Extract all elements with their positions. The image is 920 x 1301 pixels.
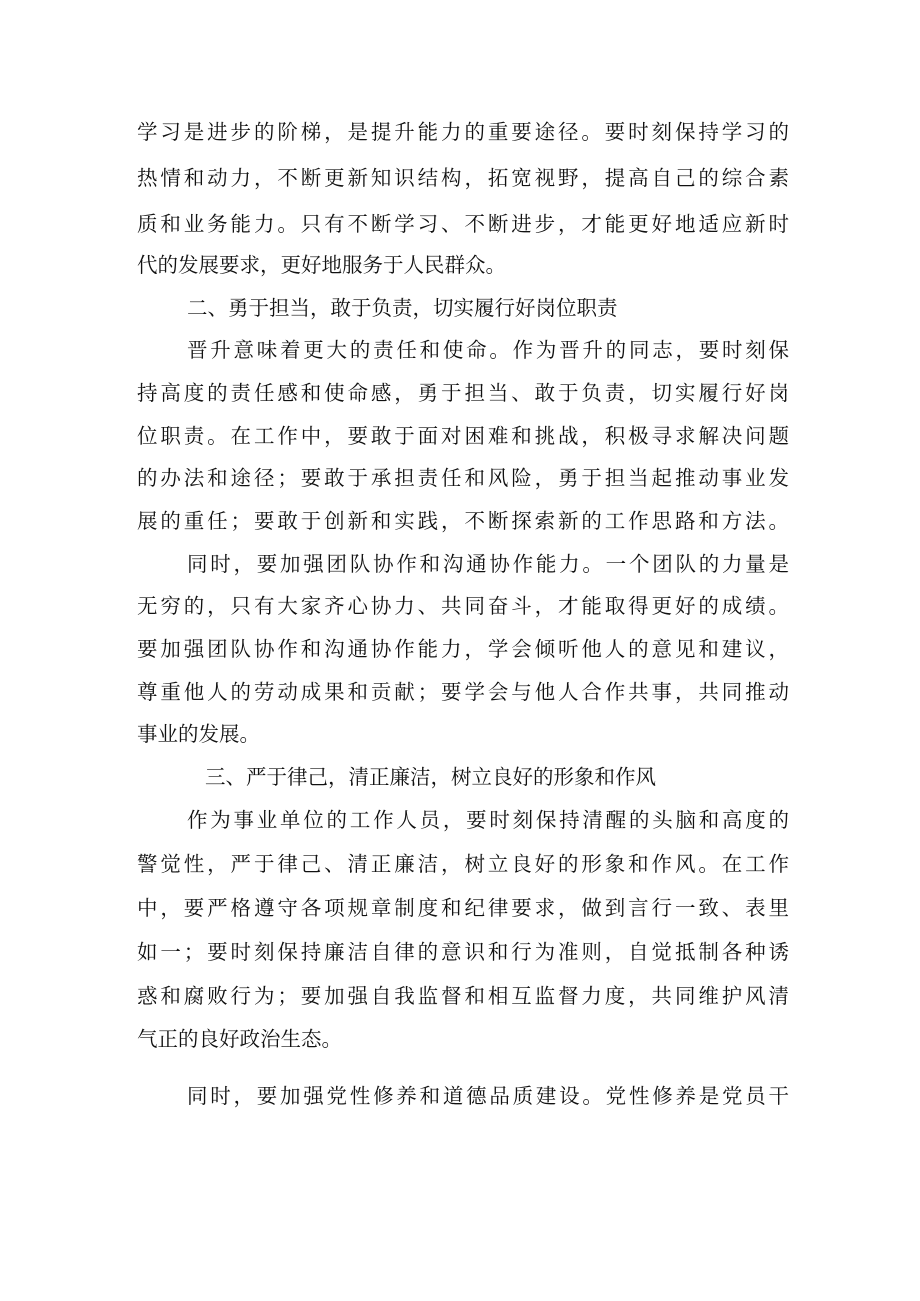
body-text-line: 热情和动力，不断更新知识结构，拓宽视野，提高自己的综合素 [137,166,789,190]
body-text-line: 展的重任；要敢于创新和实践，不断探索新的工作思路和方法。 [137,509,789,533]
body-text-line: 气正的良好政治生态。 [137,1027,342,1051]
body-text-line: 代的发展要求，更好地服务于人民群众。 [137,253,506,277]
body-text-line: 事业的发展。 [137,722,260,746]
body-text-line: 警觉性，严于律己、清正廉洁，树立良好的形象和作风。在工作 [137,852,789,876]
body-text-line: 惑和腐败行为；要加强自我监督和相互监督力度，共同维护风清 [137,984,789,1008]
body-text-line: 中，要严格遵守各项规章制度和纪律要求，做到言行一致、表里 [137,896,789,920]
body-text-line: 如一；要时刻保持廉洁自律的意识和行为准则，自觉抵制各种诱 [137,940,789,964]
body-text-line: 作为事业单位的工作人员，要时刻保持清醒的头脑和高度的 [187,808,789,832]
body-text-line: 质和业务能力。只有不断学习、不断进步，才能更好地适应新时 [137,212,789,236]
body-text-line: 晋升意味着更大的责任和使命。作为晋升的同志，要时刻保 [187,338,789,362]
body-text-line: 的办法和途径；要敢于承担责任和风险，勇于担当起推动事业发 [137,466,789,490]
body-text-line: 学习是进步的阶梯，是提升能力的重要途径。要时刻保持学习的 [137,120,789,144]
body-text-line: 无穷的，只有大家齐心协力、共同奋斗，才能取得更好的成绩。 [137,594,789,618]
section-heading-3: 三、严于律己，清正廉洁，树立良好的形象和作风 [205,765,656,789]
section-heading-2: 二、勇于担当，敢于负责，切实履行好岗位职责 [187,296,618,320]
body-text-line: 同时，要加强党性修养和道德品质建设。党性修养是党员干 [187,1084,789,1108]
body-text-line: 位职责。在工作中，要敢于面对困难和挑战，积极寻求解决问题 [137,424,789,448]
body-text-line: 持高度的责任感和使命感，勇于担当、敢于负责，切实履行好岗 [137,381,789,405]
body-text-line: 同时，要加强团队协作和沟通协作能力。一个团队的力量是 [187,552,789,576]
body-text-line: 尊重他人的劳动成果和贡献；要学会与他人合作共事，共同推动 [137,680,789,704]
body-text-line: 要加强团队协作和沟通协作能力，学会倾听他人的意见和建议， [137,637,789,661]
